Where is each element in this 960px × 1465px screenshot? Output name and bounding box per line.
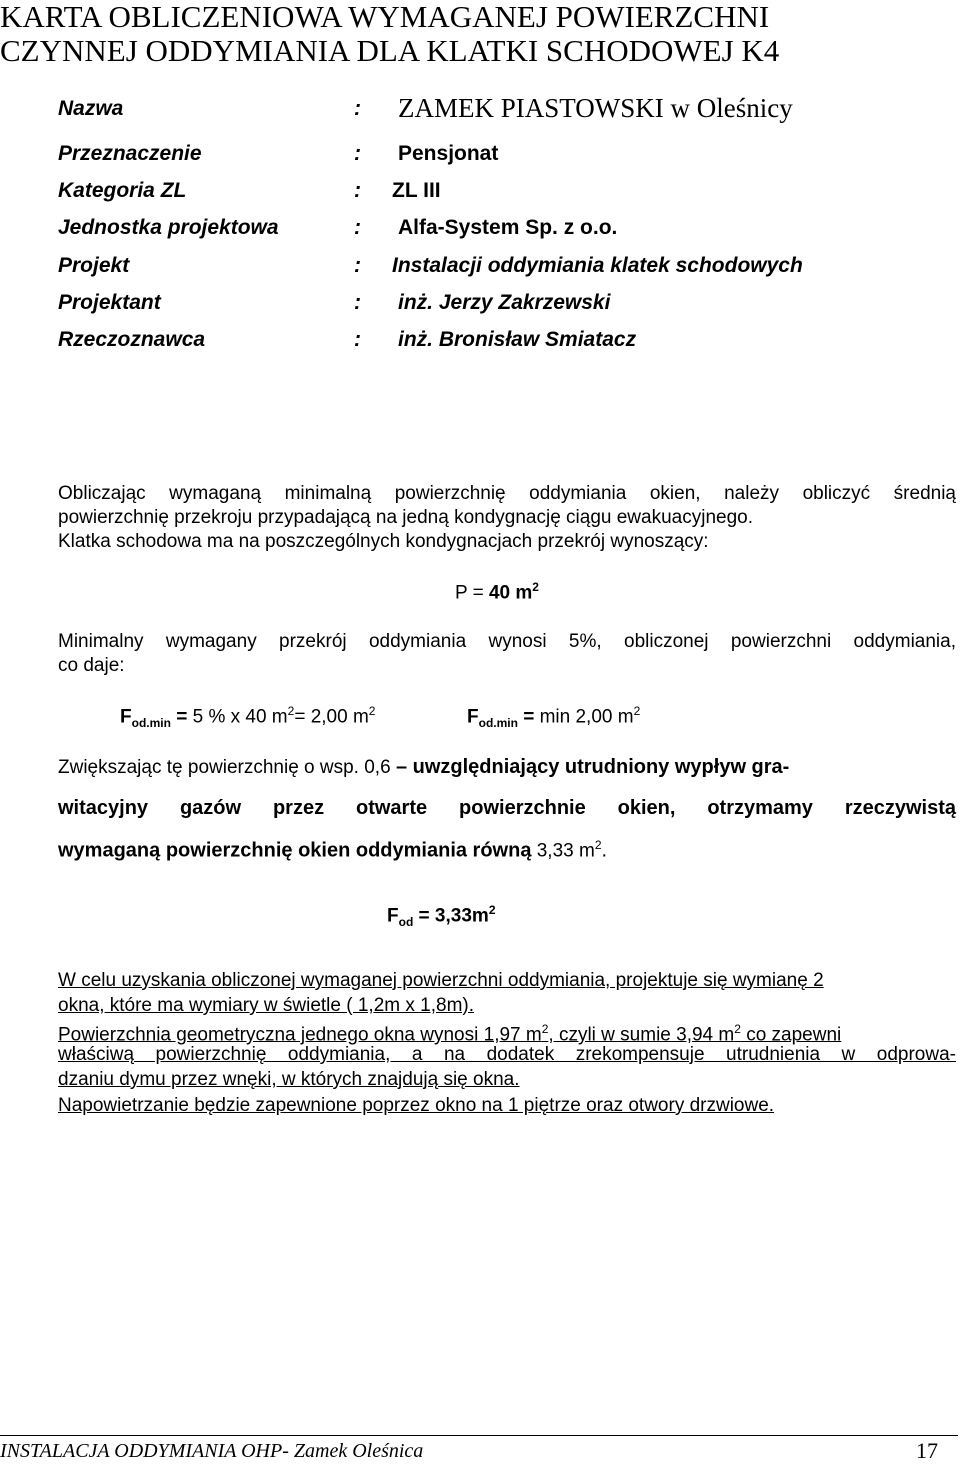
p2-c: co zapewni bbox=[740, 1024, 842, 1046]
p2-sup-1: 2 bbox=[541, 1022, 549, 1036]
conclusion-p2-line-3: dzaniu dymu przez wnęki, w których znajdują się okna. bbox=[58, 1069, 520, 1090]
f-calc-2: = 2,00 m bbox=[294, 706, 369, 728]
intro-line-3: Klatka schodowa ma na poszczególnych kondygnacjach przekrój wynoszący: bbox=[58, 531, 709, 552]
increase-plain: Zwiększając tę powierzchnię o wsp. 0,6 bbox=[58, 757, 396, 778]
increase-bold-3: wymaganą powierzchnię okien oddymiania równą bbox=[58, 839, 532, 862]
increase-line-2: witacyjny gazów przez otwarte powierzchnie okien, otrzymamy rzeczywistą bbox=[58, 797, 956, 819]
label-kategoria: Kategoria ZL bbox=[58, 179, 187, 202]
label-jednostka: Jednostka projektowa bbox=[58, 216, 279, 239]
minimal-line-2: co daje: bbox=[58, 655, 125, 676]
increase-sup: 2 bbox=[594, 838, 602, 852]
page-number: 17 bbox=[916, 1438, 938, 1463]
label-projektant: Projektant bbox=[58, 291, 161, 314]
fod-sub: od bbox=[398, 915, 414, 930]
increase-line-3 bbox=[58, 838, 607, 863]
title-line-2: CZYNNEJ ODDYMIANIA DLA KLATKI SCHODOWEJ K4 bbox=[0, 33, 780, 68]
colon: : bbox=[354, 97, 361, 120]
f-sup-1: 2 bbox=[287, 704, 295, 718]
label-przeznaczenie: Przeznaczenie bbox=[58, 142, 202, 165]
increase-dot: . bbox=[601, 839, 608, 862]
f-min: min 2,00 m bbox=[539, 706, 634, 728]
f-symbol: F bbox=[120, 706, 132, 728]
increase-bold: – uwzględniający utrudniony wypływ gra- bbox=[395, 756, 790, 778]
fod-formula bbox=[387, 903, 496, 929]
intro-line-2: powierzchnię przekroju przypadającą na jedną kondygnację ciągu ewakuacyjnego. bbox=[58, 507, 753, 528]
f-formula-calc bbox=[120, 704, 375, 730]
f-sub: od.min bbox=[478, 716, 518, 731]
conclusion-p1-line-1: W celu uzyskania obliczonej wymaganej powierzchni oddymiania, projektuje się wymianę 2 bbox=[58, 970, 824, 991]
colon: : bbox=[354, 254, 361, 277]
p-prefix: P = bbox=[455, 582, 489, 604]
value-rzeczoznawca: inż. Bronisław Smiatacz bbox=[398, 328, 637, 351]
fod-sup: 2 bbox=[488, 903, 496, 917]
value-kategoria: ZL III bbox=[392, 179, 441, 202]
value-projektant: inż. Jerzy Zakrzewski bbox=[398, 291, 611, 314]
title-line-1: KARTA OBLICZENIOWA WYMAGANEJ POWIERZCHNI bbox=[0, 0, 770, 34]
f-eq: = bbox=[517, 706, 540, 728]
colon: : bbox=[354, 216, 361, 239]
colon: : bbox=[354, 142, 361, 165]
p-formula bbox=[455, 580, 539, 604]
increase-value: 3,33 m bbox=[531, 840, 595, 862]
p2-sup-2: 2 bbox=[734, 1022, 741, 1036]
value-nazwa: ZAMEK PIASTOWSKI w Oleśnicy bbox=[398, 93, 793, 123]
colon: : bbox=[354, 328, 361, 351]
footer-text: INSTALACJA ODDYMIANIA OHP- Zamek Oleśnica bbox=[0, 1440, 424, 1462]
value-projekt: Instalacji oddymiania klatek schodowych bbox=[392, 254, 803, 277]
value-przeznaczenie: Pensjonat bbox=[398, 142, 499, 165]
f-sup-2: 2 bbox=[368, 704, 376, 718]
p2-b: , czyli w sumie 3,94 m bbox=[548, 1024, 735, 1046]
p-value: 40 m bbox=[488, 582, 533, 604]
f-symbol: F bbox=[467, 706, 479, 728]
minimal-line-1: Minimalny wymagany przekrój oddymiania wynosi 5%, obliczonej powierzchni oddymiania, bbox=[58, 631, 956, 652]
fod-symbol: F bbox=[387, 905, 399, 927]
p2-a: Powierzchnia geometryczna jednego okna wynosi 1,97 m bbox=[58, 1024, 542, 1046]
colon: : bbox=[354, 291, 361, 314]
increase-line-1 bbox=[58, 756, 956, 779]
conclusion-p1-line-2: okna, które ma wymiary w świetle ( 1,2m x 1,8m). bbox=[58, 995, 474, 1016]
label-projekt: Projekt bbox=[58, 254, 130, 277]
value-jednostka: Alfa-System Sp. z o.o. bbox=[398, 216, 618, 239]
conclusion-p2-line-2: właściwą powierzchnię oddymiania, a na dodatek zrekompensuje utrudnienia w odprowa- bbox=[58, 1044, 956, 1065]
fod-rest: = 3,33m bbox=[413, 905, 489, 927]
colon: : bbox=[354, 179, 361, 202]
conclusion-p3: Napowietrzanie będzie zapewnione poprzez okno na 1 piętrze oraz otwory drzwiowe. bbox=[58, 1095, 775, 1116]
intro-line-1: Obliczając wymaganą minimalną powierzchnię oddymiania okien, należy obliczyć średnią bbox=[58, 483, 956, 504]
p-sup: 2 bbox=[532, 580, 539, 594]
f-formula-min bbox=[467, 704, 640, 730]
f-sup-3: 2 bbox=[633, 704, 641, 718]
f-sub: od.min bbox=[131, 716, 171, 731]
footer-rule bbox=[0, 1435, 958, 1436]
label-nazwa: Nazwa bbox=[58, 97, 124, 120]
label-rzeczoznawca: Rzeczoznawca bbox=[58, 328, 206, 351]
f-eq: = bbox=[170, 706, 193, 728]
f-calc: 5 % x 40 m bbox=[192, 706, 288, 728]
